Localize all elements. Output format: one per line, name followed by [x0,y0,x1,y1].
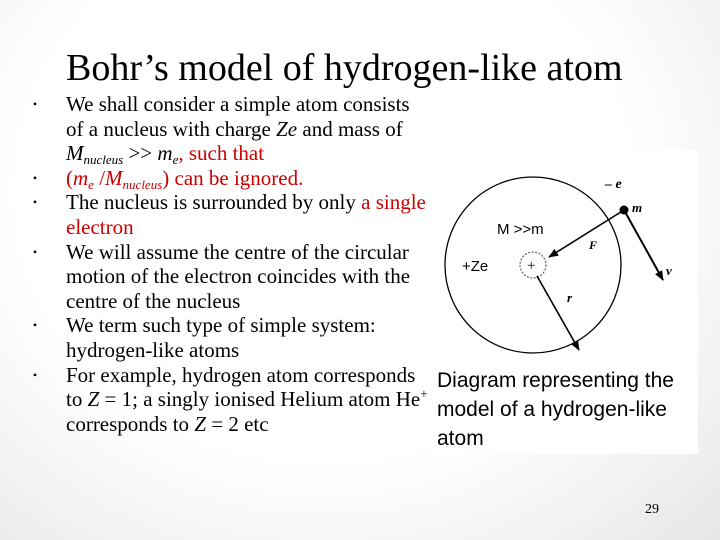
bullet-superscript: + [420,386,428,402]
bullet-item [30,313,430,362]
bullet-text: / [93,165,106,190]
atom-diagram [429,150,698,364]
electron-mass-label: m [632,200,643,215]
page-number: 29 [645,502,659,517]
bullet-text: The nucleus is surrounded by only [66,190,362,215]
bullet-text: Z [87,387,100,412]
bullet-text: We shall consider a simple atom consists of a nucleus with charge [66,92,410,141]
bullet-item [30,240,430,314]
bullet-text: ( [66,165,73,190]
bullet-text: We will assume the centre of the circular motion of the electron coincides with the centre of the nucleus [66,239,411,313]
bullet-text: = 1; a singly ionised Helium atom He [99,387,421,412]
mass-ratio-label: M >>m [497,221,544,238]
velocity-label: v [666,263,672,278]
atom-diagram-svg [429,150,698,364]
bullet-text-highlight: a single electron [66,190,426,239]
bullet-text: Ze [276,116,298,141]
electron-charge-label: – e [605,177,622,192]
bullet-marker: • [32,367,38,382]
bullet-text: For example, hydrogen atom corresponds to [66,362,416,412]
bullet-item [30,92,430,166]
bullet-marker: • [32,244,38,259]
bullet-item [30,166,430,191]
bullet-text: ) can be ignored. [162,165,304,190]
bullet-subscript: nucleus [122,176,163,192]
bullet-text: m [73,165,89,190]
bullet-text: >> [123,141,158,166]
bullet-text: M [66,141,84,166]
bullet-text: We term such type of simple system: hydrogen-like atoms [66,313,376,362]
radius-label: r [567,290,573,305]
bullet-subscript: nucleus [83,152,124,168]
bullet-marker: • [32,170,38,185]
bullet-subscript: e [172,152,179,168]
bullet-text-highlight: , such that [178,141,265,166]
radius-arrow [537,276,579,350]
bullet-subscript: e [88,176,94,192]
bullet-text: M [105,165,123,190]
bullet-marker: • [32,318,38,333]
bullet-list [30,92,430,436]
bullet-text: m [157,141,173,166]
electron-dot [620,206,629,215]
velocity-arrow [624,210,663,280]
diagram-caption: Diagram representing the model of a hydrogen-like atom [429,362,698,454]
bullet-marker: • [32,97,38,111]
nucleus-plus-label: + [527,258,536,274]
slide-title: Bohr’s model of hydrogen-like atom [66,47,623,89]
bullet-text: Z [194,411,206,436]
bullet-text: and mass of [297,116,403,141]
bullet-text: corresponds to [66,411,195,436]
force-arrow [549,210,624,257]
bullet-marker: • [32,195,38,210]
bullet-text: = 2 etc [206,411,269,436]
force-label: F [589,238,598,252]
bullet-item [30,363,430,437]
charge-label: +Ze [462,258,489,275]
bullet-item [30,190,430,239]
